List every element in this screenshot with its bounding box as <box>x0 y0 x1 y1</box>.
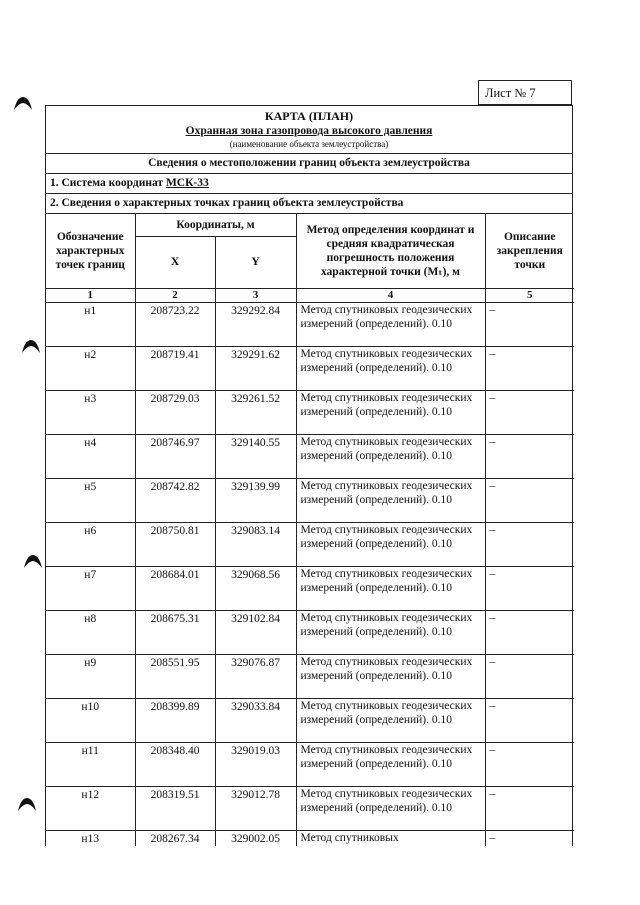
table-row <box>46 742 574 786</box>
table-row <box>46 654 574 698</box>
document-frame <box>45 105 573 846</box>
description-cell: – <box>485 654 574 698</box>
table-row <box>46 566 574 610</box>
y-coordinate-cell: 329102.84 <box>215 610 296 654</box>
y-coordinate-cell: 329002.05 <box>215 830 296 846</box>
description-cell: – <box>485 522 574 566</box>
x-coordinate-cell: 208267.34 <box>135 830 215 846</box>
x-coordinate-cell: 208348.40 <box>135 742 215 786</box>
x-coordinate-cell: 208675.31 <box>135 610 215 654</box>
coordinate-system-label: 1. Система координат <box>50 177 166 189</box>
method-cell: Метод спутниковых геодезических измерений (определений). 0.10 <box>296 302 485 346</box>
table-row <box>46 522 574 566</box>
description-cell: – <box>485 830 574 846</box>
point-id-cell: н7 <box>46 566 135 610</box>
point-id-cell: н13 <box>46 830 135 846</box>
point-id-cell: н5 <box>46 478 135 522</box>
header-coordinates: Координаты, м <box>135 214 296 236</box>
description-cell: – <box>485 742 574 786</box>
description-cell: – <box>485 390 574 434</box>
description-cell: – <box>485 434 574 478</box>
y-coordinate-cell: 329291.62 <box>215 346 296 390</box>
description-cell: – <box>485 566 574 610</box>
table-row <box>46 346 574 390</box>
description-cell: – <box>485 478 574 522</box>
point-id-cell: н6 <box>46 522 135 566</box>
method-cell: Метод спутниковых геодезических измерений (определений). 0.10 <box>296 654 485 698</box>
table-row <box>46 478 574 522</box>
method-cell: Метод спутниковых геодезических измерений (определений). 0.10 <box>296 742 485 786</box>
x-coordinate-cell: 208719.41 <box>135 346 215 390</box>
description-cell: – <box>485 786 574 830</box>
method-cell: Метод спутниковых геодезических измерений (определений). 0.10 <box>296 566 485 610</box>
y-coordinate-cell: 329012.78 <box>215 786 296 830</box>
object-name-caption: (наименование объекта землеустройства) <box>229 139 389 149</box>
method-cell: Метод спутниковых геодезических измерений (определений). 0.10 <box>296 698 485 742</box>
table-row <box>46 302 574 346</box>
point-id-cell: н9 <box>46 654 135 698</box>
x-coordinate-cell: 208742.82 <box>135 478 215 522</box>
point-id-cell: н2 <box>46 346 135 390</box>
table-row <box>46 698 574 742</box>
column-number: 1 <box>46 288 135 302</box>
table-body <box>46 302 574 846</box>
x-coordinate-cell: 208319.51 <box>135 786 215 830</box>
method-cell: Метод спутниковых геодезических измерений (определений). 0.10 <box>296 346 485 390</box>
x-coordinate-cell: 208684.01 <box>135 566 215 610</box>
method-cell: Метод спутниковых <box>296 830 485 846</box>
y-coordinate-cell: 329068.56 <box>215 566 296 610</box>
coordinate-system-line <box>46 174 572 194</box>
y-coordinate-cell: 329261.52 <box>215 390 296 434</box>
x-coordinate-cell: 208551.95 <box>135 654 215 698</box>
y-coordinate-cell: 329019.03 <box>215 742 296 786</box>
header-description: Описание закрепления точки <box>485 214 574 288</box>
method-cell: Метод спутниковых геодезических измерений (определений). 0.10 <box>296 478 485 522</box>
point-id-cell: н8 <box>46 610 135 654</box>
punch-hole-mark <box>16 796 38 812</box>
x-coordinate-cell: 208729.03 <box>135 390 215 434</box>
y-coordinate-cell: 329292.84 <box>215 302 296 346</box>
header-x: X <box>135 236 215 288</box>
document-title: КАРТА (ПЛАН) <box>264 109 354 123</box>
section-heading: Сведения о местоположении границ объекта землеустройства <box>46 154 572 174</box>
point-id-cell: н11 <box>46 742 135 786</box>
object-name: Охранная зона газопровода высокого давления <box>185 125 433 137</box>
point-id-cell: н10 <box>46 698 135 742</box>
method-cell: Метод спутниковых геодезических измерений (определений). 0.10 <box>296 610 485 654</box>
y-coordinate-cell: 329076.87 <box>215 654 296 698</box>
method-cell: Метод спутниковых геодезических измерений (определений). 0.10 <box>296 522 485 566</box>
header-method: Метод определения координат и средняя квадратическая погрешность положения характерной точки (Mₜ), м <box>296 214 485 288</box>
x-coordinate-cell: 208399.89 <box>135 698 215 742</box>
y-coordinate-cell: 329033.84 <box>215 698 296 742</box>
column-number: 4 <box>296 288 485 302</box>
points-heading: 2. Сведения о характерных точках границ объекта землеустройства <box>46 194 572 214</box>
y-coordinate-cell: 329083.14 <box>215 522 296 566</box>
method-cell: Метод спутниковых геодезических измерений (определений). 0.10 <box>296 390 485 434</box>
point-id-cell: н12 <box>46 786 135 830</box>
x-coordinate-cell: 208723.22 <box>135 302 215 346</box>
method-cell: Метод спутниковых геодезических измерений (определений). 0.10 <box>296 786 485 830</box>
header-y: Y <box>215 236 296 288</box>
table-row <box>46 434 574 478</box>
x-coordinate-cell: 208750.81 <box>135 522 215 566</box>
point-id-cell: н4 <box>46 434 135 478</box>
column-number: 5 <box>485 288 574 302</box>
description-cell: – <box>485 610 574 654</box>
table-row <box>46 830 574 846</box>
punch-hole-mark <box>12 95 34 111</box>
table-row <box>46 786 574 830</box>
y-coordinate-cell: 329139.99 <box>215 478 296 522</box>
column-number: 2 <box>135 288 215 302</box>
column-number: 3 <box>215 288 296 302</box>
title-block <box>46 106 572 154</box>
point-id-cell: н1 <box>46 302 135 346</box>
table-row <box>46 610 574 654</box>
y-coordinate-cell: 329140.55 <box>215 434 296 478</box>
column-number-row <box>46 288 574 302</box>
punch-hole-mark <box>20 338 42 354</box>
description-cell: – <box>485 698 574 742</box>
sheet-number: Лист № 7 <box>478 80 572 105</box>
table-row <box>46 390 574 434</box>
header-designation: Обозначение характерных точек границ <box>46 214 135 288</box>
description-cell: – <box>485 302 574 346</box>
description-cell: – <box>485 346 574 390</box>
x-coordinate-cell: 208746.97 <box>135 434 215 478</box>
punch-hole-mark <box>22 553 44 569</box>
points-table <box>46 214 574 846</box>
point-id-cell: н3 <box>46 390 135 434</box>
method-cell: Метод спутниковых геодезических измерений (определений). 0.10 <box>296 434 485 478</box>
coordinate-system-value: МСК-33 <box>165 177 209 189</box>
